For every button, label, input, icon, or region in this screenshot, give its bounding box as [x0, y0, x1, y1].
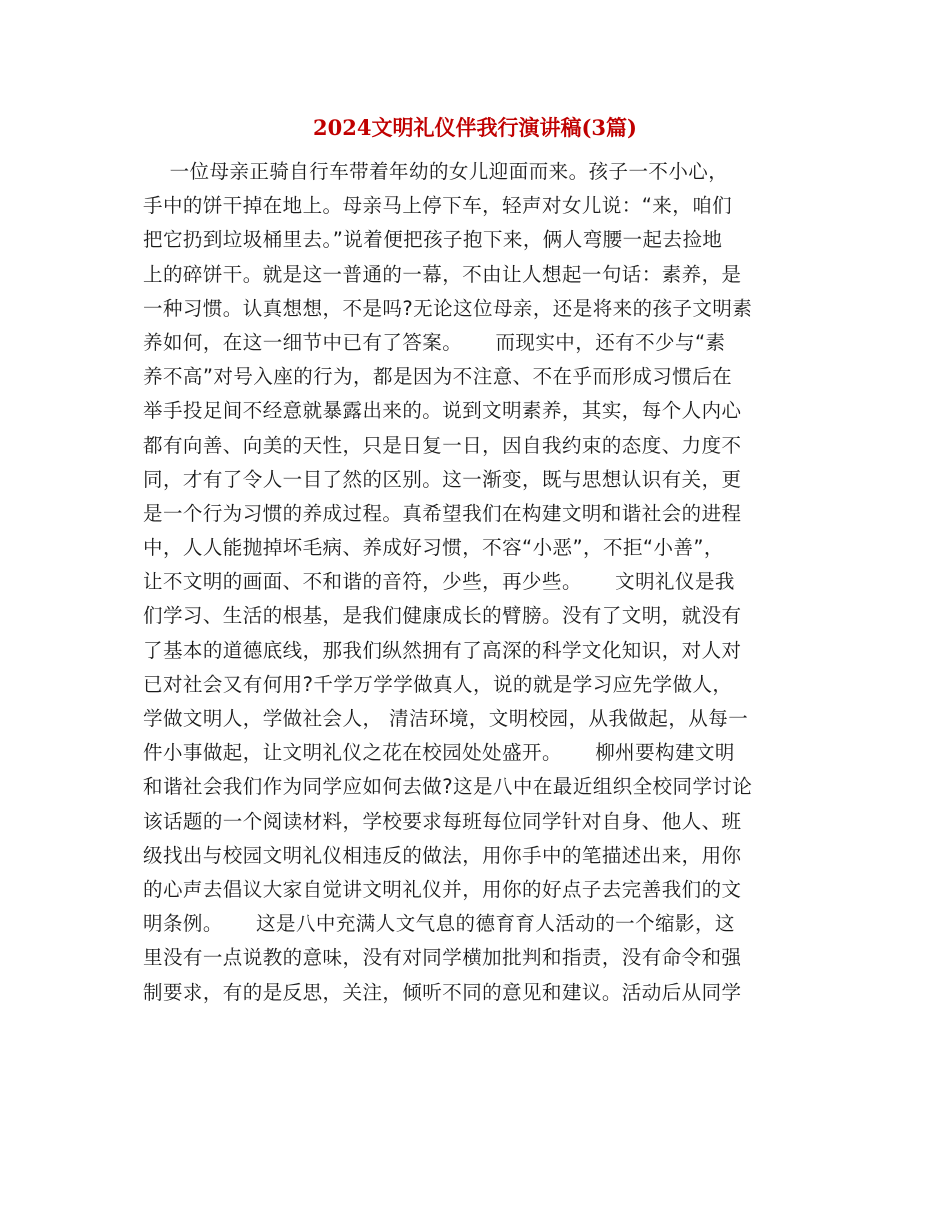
body-line: 是一个行为习惯的养成过程。真希望我们在构建文明和谐社会的进程: [143, 501, 742, 525]
body-line: 一种习惯。认真想想，不是吗?无论这位母亲，还是将来的孩子文明素: [143, 296, 753, 320]
body-line: 和谐社会我们作为同学应如何去做?这是八中在最近组织全校同学讨论: [143, 775, 753, 799]
body-line: 让不文明的画面、不和谐的音符，少些，再少些。 文明礼仪是我: [143, 570, 735, 594]
body-line: 已对社会又有何用?千学万学学做真人，说的就是学习应先学做人，: [143, 672, 733, 696]
body-line: 一位母亲正骑自行车带着年幼的女儿迎面而来。孩子一不小心，: [143, 160, 729, 183]
body-line: 明条例。 这是八中充满人文气息的德育育人活动的一个缩影，这: [143, 912, 735, 936]
document-title: 2024文明礼仪伴我行演讲稿(3篇): [313, 115, 637, 140]
body-line: 把它扔到垃圾桶里去。”说着便把孩子抱下来，俩人弯腰一起去捡地: [143, 228, 723, 252]
body-line: 的心声去倡议大家自觉讲文明礼仪并，用你的好点子去完善我们的文: [143, 877, 742, 901]
body-line: 了基本的道德底线，那我们纵然拥有了高深的科学文化知识，对人对: [143, 638, 742, 662]
body-line: 举手投足间不经意就暴露出来的。说到文明素养，其实，每个人内心: [143, 399, 742, 423]
body-line: 级找出与校园文明礼仪相违反的做法，用你手中的笔描述出来，用你: [143, 843, 742, 867]
body-line: 手中的饼干掉在地上。母亲马上停下车，轻声对女儿说：“来，咱们: [143, 194, 733, 218]
body-line: 件小事做起，让文明礼仪之花在校园处处盛开。 柳州要构建文明: [143, 741, 735, 765]
body-line: 同，才有了令人一目了然的区别。这一渐变，既与思想认识有关，更: [143, 467, 742, 491]
body-line: 都有向善、向美的天性，只是日复一日，因自我约束的态度、力度不: [143, 433, 742, 457]
body-line: 中，人人能抛掉坏毛病、养成好习惯，不容“小恶”，不拒“小善”，: [143, 536, 724, 560]
body-line: 上的碎饼干。就是这一普通的一幕，不由让人想起一句话：素养，是: [143, 262, 742, 286]
body-line: 养如何，在这一细节中已有了答案。 而现实中，还有不少与“素: [143, 330, 726, 354]
body-line: 学做文明人，学做社会人， 清洁环境，文明校园，从我做起，从每一: [143, 707, 749, 730]
body-line: 里没有一点说教的意味，没有对同学横加批判和指责，没有命令和强: [143, 946, 742, 970]
document-body: [143, 155, 808, 1010]
body-line: 该话题的一个阅读材料，学校要求每班每位同学针对自身、他人、班: [143, 809, 742, 833]
body-line: 制要求，有的是反思，关注，倾听不同的意见和建议。活动后从同学: [143, 980, 742, 1004]
body-line: 养不高”对号入座的行为，都是因为不注意、不在乎而形成习惯后在: [143, 365, 733, 389]
body-line: 们学习、生活的根基，是我们健康成长的臂膀。没有了文明，就没有: [143, 604, 742, 628]
